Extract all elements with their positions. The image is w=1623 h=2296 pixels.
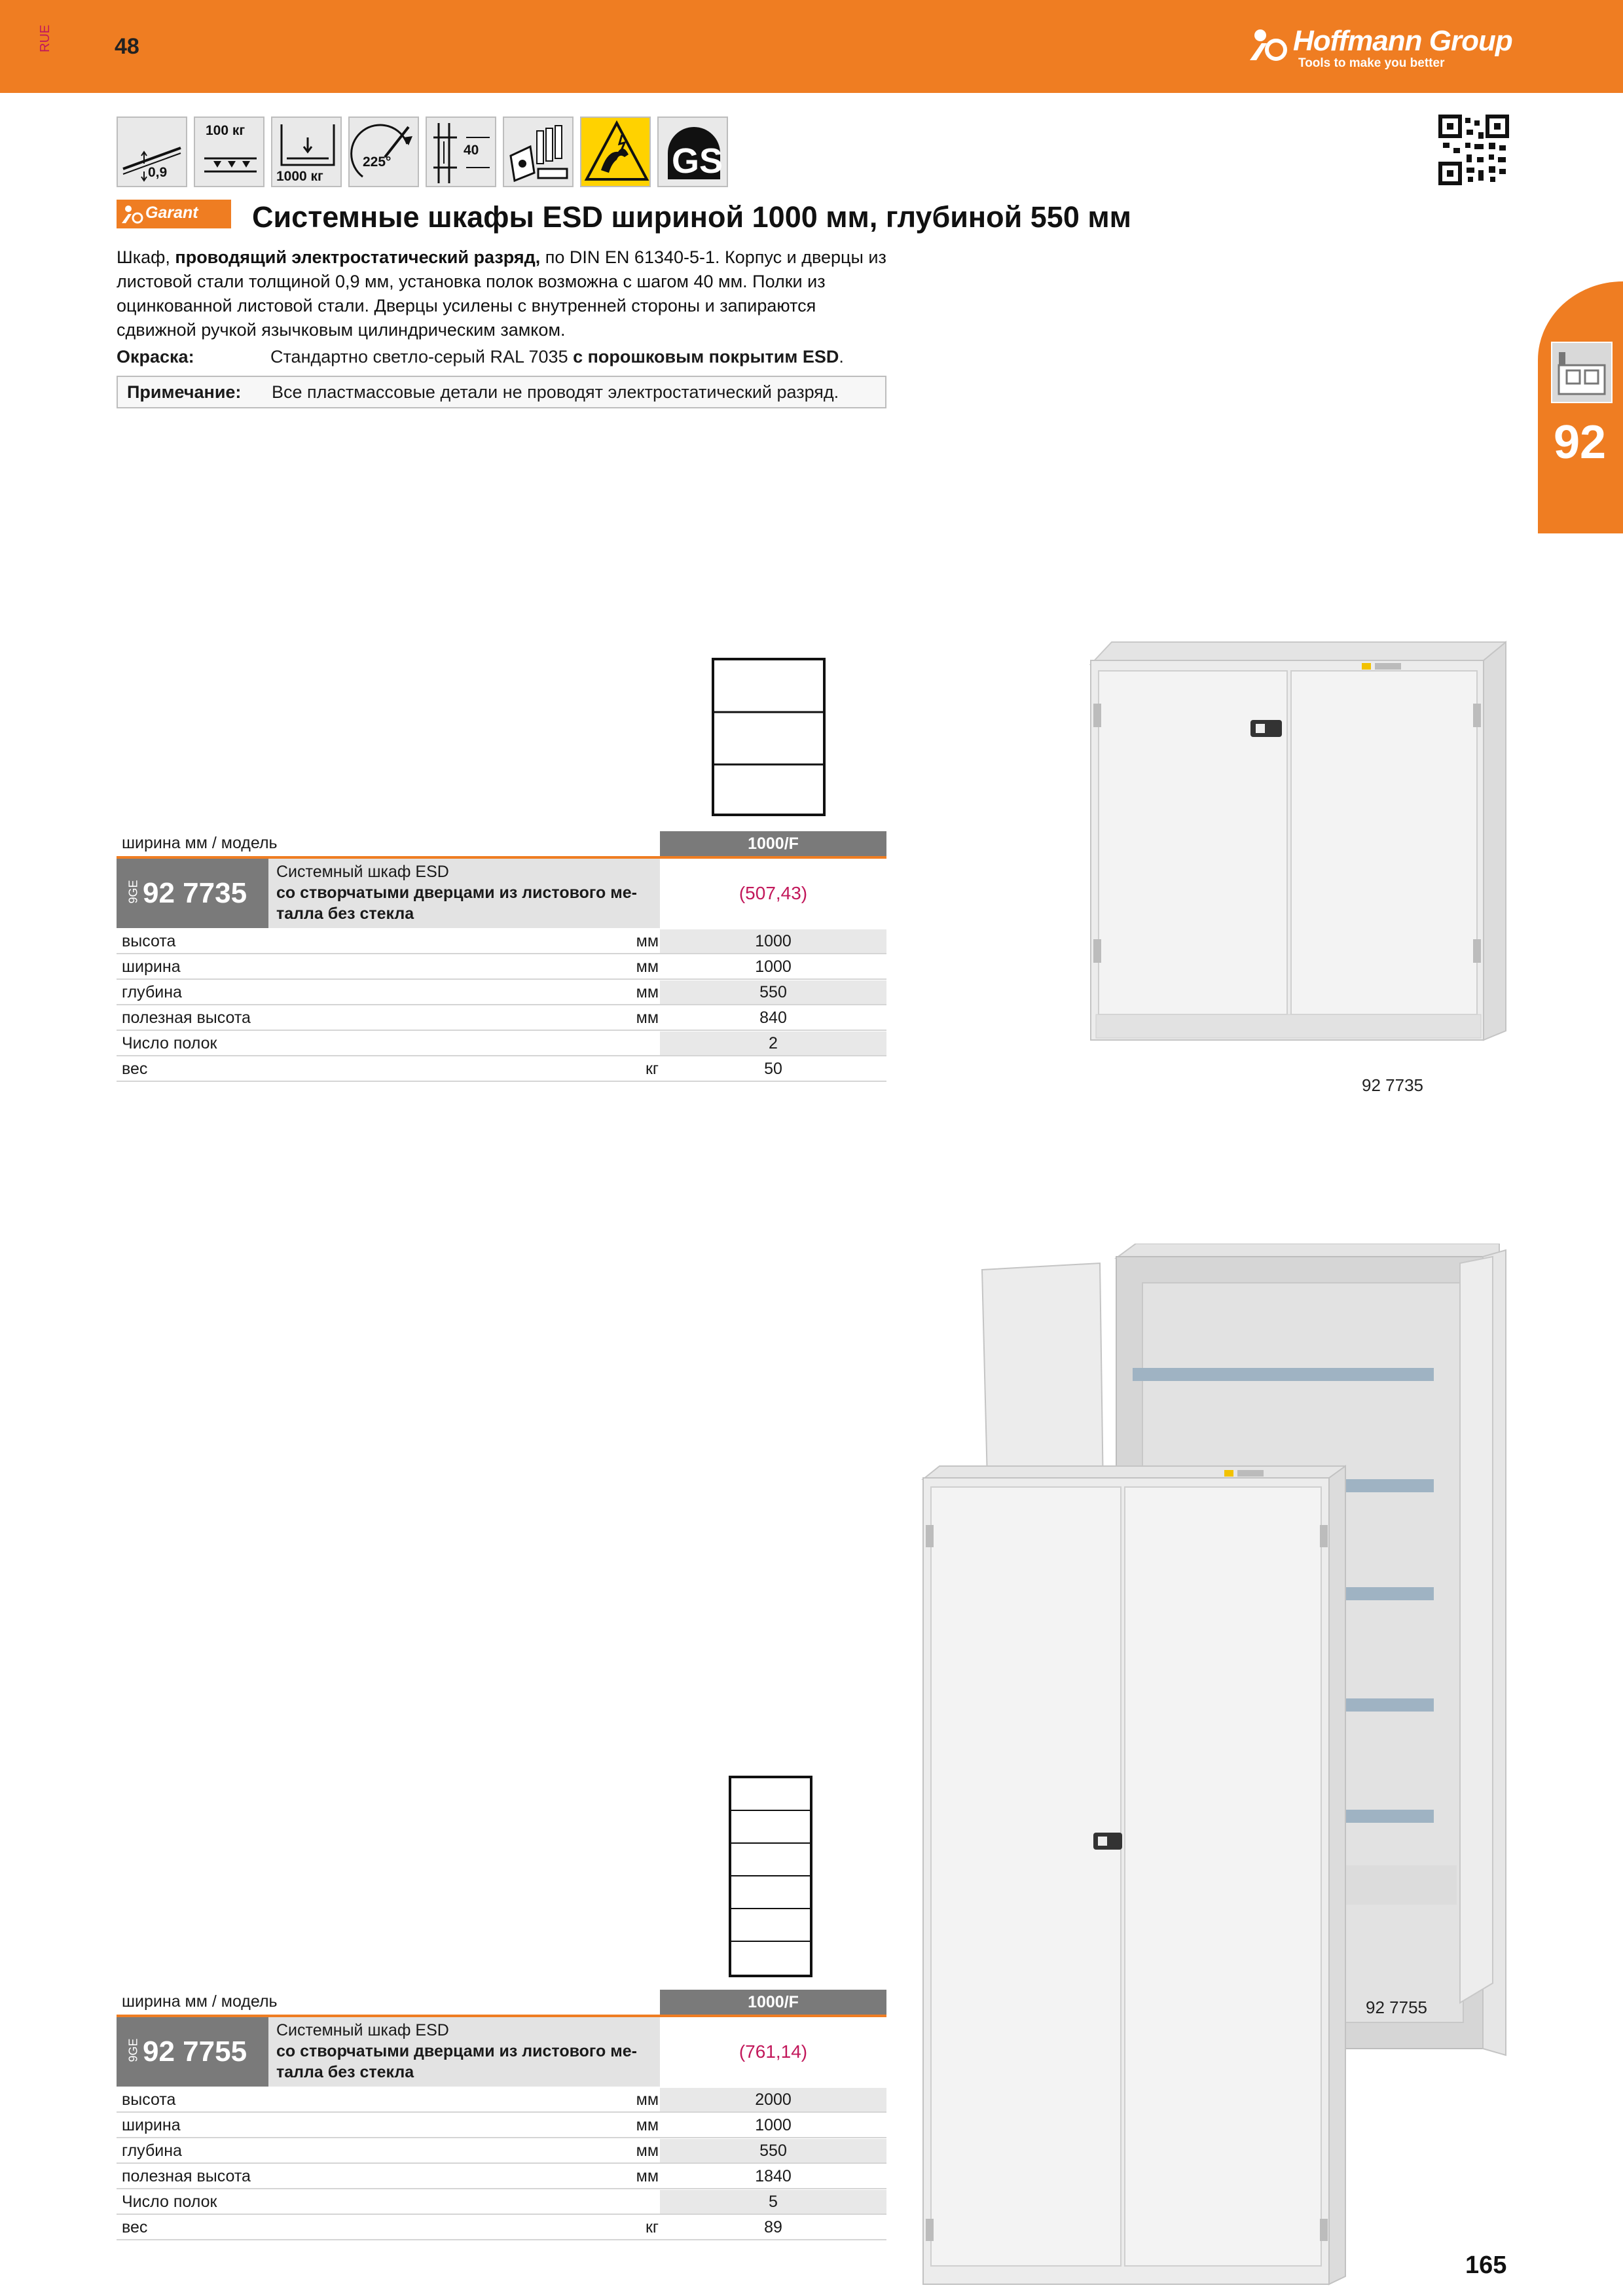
table-row <box>117 2088 886 2113</box>
paint-label: Окраска: <box>117 347 194 367</box>
garant-logo-text: Garant <box>145 204 198 222</box>
row-value: 89 <box>660 2215 886 2239</box>
article-description <box>268 859 660 928</box>
table-row <box>117 955 886 980</box>
note-value: Все пластмассовые детали не проводят электростатический разряд. <box>272 382 839 402</box>
page-number-bottom: 165 <box>1465 2251 1507 2279</box>
row-key: Число полок <box>122 1034 217 1052</box>
desc-line2: со створчатыми дверцами из листового ме- <box>276 884 637 902</box>
row-unit: мм <box>636 983 659 1001</box>
table-row <box>117 1031 886 1056</box>
brand-name: Hoffmann Group <box>1293 25 1512 57</box>
row-unit: мм <box>636 958 659 976</box>
article-price: (507,43) <box>739 883 808 903</box>
table-row <box>117 2215 886 2240</box>
description-part3: по DIN EN 61340-5-1. Корпус и дверцы из листовой стали толщиной 0,9 мм, установка полок возможна с шагом 40 мм. Полки из оцинкованной листовой стали. Дверцы усилены с внутренней стороны и запираются сдвижной ручкой язычковым цилиндрическим замком. <box>117 247 886 340</box>
paint-value <box>270 347 844 367</box>
shelf-load-label: 100 кг <box>206 123 246 138</box>
article-box <box>117 859 268 928</box>
row-key: глубина <box>122 2142 182 2160</box>
table-row <box>117 2139 886 2164</box>
description-bold: проводящий электростатический разряд, <box>175 247 541 267</box>
row-key: Число полок <box>122 2193 217 2211</box>
article-prefix: 9GE <box>126 880 140 904</box>
article-prefix: 9GE <box>126 2038 140 2062</box>
table-column-model: 1000/F <box>660 831 886 856</box>
shelf-pitch-icon <box>426 117 496 187</box>
row-key: полезная высота <box>122 1009 251 1027</box>
language-code: RUE <box>38 24 52 52</box>
product-row <box>117 2017 886 2087</box>
chapter-tab <box>1538 281 1623 533</box>
desc-line1: Системный шкаф ESD <box>276 2021 449 2039</box>
page-number-top: 48 <box>115 34 139 59</box>
image-caption-927755: 92 7755 <box>1366 1998 1427 2017</box>
brand <box>1247 25 1512 71</box>
desc-line3: талла без стекла <box>276 2063 414 2081</box>
table-column-model: 1000/F <box>660 1990 886 2015</box>
description-part1: Шкаф, <box>117 247 175 267</box>
paint-value-bold: с порошковым покрытим ESD <box>573 347 839 367</box>
svg-text:GS: GS <box>672 141 723 181</box>
thickness-label: 0,9 <box>148 165 168 180</box>
gs-mark-icon <box>657 117 728 187</box>
row-key: вес <box>122 1060 148 1078</box>
row-key: ширина <box>122 2116 181 2134</box>
total-load-icon <box>271 117 342 187</box>
desc-line1: Системный шкаф ESD <box>276 863 449 881</box>
paint-value-end: . <box>839 347 844 367</box>
row-unit: мм <box>636 2167 659 2185</box>
row-key: вес <box>122 2218 148 2236</box>
row-key: глубина <box>122 983 182 1001</box>
qr-code-icon <box>1438 114 1510 186</box>
door-angle-icon <box>348 117 419 187</box>
row-unit: мм <box>636 2116 659 2134</box>
row-value: 1000 <box>660 955 886 978</box>
cabinet-927735-image <box>1080 638 1512 1057</box>
article-description <box>268 2017 660 2087</box>
table-header <box>117 831 886 859</box>
garant-logo <box>117 200 231 228</box>
pitch-label: 40 <box>464 143 479 158</box>
image-caption-927735: 92 7735 <box>1362 1075 1423 1095</box>
row-value: 1840 <box>660 2164 886 2188</box>
row-unit: мм <box>636 2090 659 2109</box>
row-unit: мм <box>636 2142 659 2160</box>
note-label: Примечание: <box>127 382 242 402</box>
brand-tagline: Tools to make you better <box>1298 56 1445 70</box>
row-key: полезная высота <box>122 2167 251 2185</box>
table-header-label: ширина мм / модель <box>122 1992 278 2011</box>
row-key: высота <box>122 2090 176 2109</box>
table-row <box>117 2113 886 2138</box>
row-unit: кг <box>645 1060 659 1078</box>
garant-logo-icon <box>120 204 144 224</box>
row-unit: мм <box>636 1009 659 1027</box>
row-unit: кг <box>645 2218 659 2236</box>
article-number: 92 7755 <box>143 2036 247 2068</box>
product-description <box>117 245 889 342</box>
shelf-schematic-tall <box>728 1775 813 1978</box>
table-row <box>117 929 886 954</box>
article-box <box>117 2017 268 2087</box>
shelf-schematic-small <box>711 657 826 817</box>
article-number: 92 7735 <box>143 877 247 909</box>
row-value: 2000 <box>660 2088 886 2111</box>
chapter-number: 92 <box>1554 416 1607 469</box>
shelf-load-icon <box>194 117 264 187</box>
row-value: 550 <box>660 2139 886 2162</box>
row-unit: мм <box>636 932 659 950</box>
sheet-thickness-icon <box>117 117 187 187</box>
row-key: ширина <box>122 958 181 976</box>
row-value: 50 <box>660 1057 886 1081</box>
row-value: 840 <box>660 1006 886 1030</box>
row-value: 1000 <box>660 929 886 953</box>
table-row <box>117 1057 886 1082</box>
cabinet-927755-image <box>917 1244 1519 2291</box>
door-angle-label: 225° <box>363 154 392 170</box>
article-price: (761,14) <box>739 2041 808 2062</box>
note-box <box>117 376 886 408</box>
row-key: высота <box>122 932 176 950</box>
total-load-label: 1000 кг <box>276 169 323 184</box>
table-row <box>117 980 886 1005</box>
product-title: Системные шкафы ESD шириной 1000 мм, глубиной 550 мм <box>252 200 1131 234</box>
table-header <box>117 1990 886 2017</box>
desc-line3: талла без стекла <box>276 905 414 923</box>
lock-keys-icon <box>503 117 574 187</box>
product-row <box>117 859 886 928</box>
table-row <box>117 1006 886 1031</box>
table-header-label: ширина мм / модель <box>122 834 278 852</box>
esd-warning-icon <box>580 117 651 187</box>
row-value: 5 <box>660 2190 886 2214</box>
cabinet-category-icon <box>1551 342 1613 403</box>
row-value: 1000 <box>660 2113 886 2137</box>
row-value: 550 <box>660 980 886 1004</box>
table-row <box>117 2190 886 2215</box>
desc-line2: со створчатыми дверцами из листового ме- <box>276 2042 637 2060</box>
row-value: 2 <box>660 1031 886 1055</box>
table-row <box>117 2164 886 2189</box>
paint-value-normal: Стандартно светло-серый RAL 7035 <box>270 347 574 367</box>
